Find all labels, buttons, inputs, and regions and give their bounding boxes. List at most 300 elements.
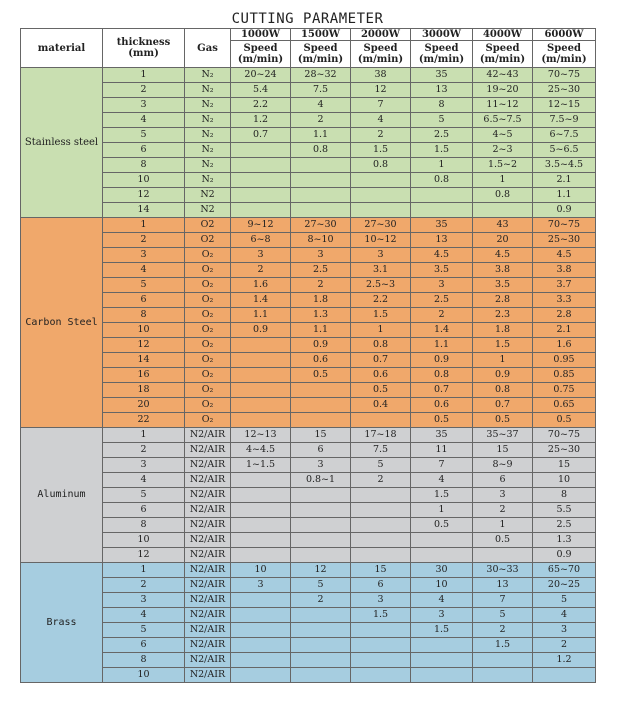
speed-cell: 1 [473, 173, 533, 188]
table-row [21, 68, 596, 83]
table-row [21, 548, 596, 563]
speed-cell [411, 533, 473, 548]
speed-cell: 0.9 [411, 353, 473, 368]
thickness-cell: 10 [103, 173, 185, 188]
speed-cell [231, 353, 291, 368]
speed-cell [291, 203, 351, 218]
thickness-cell: 1 [103, 563, 185, 578]
table-row [21, 503, 596, 518]
thickness-cell: 8 [103, 158, 185, 173]
header-gas: Gas [185, 29, 231, 68]
thickness-cell: 1 [103, 218, 185, 233]
speed-cell: 8 [533, 488, 596, 503]
table-row [21, 458, 596, 473]
thickness-cell: 6 [103, 638, 185, 653]
header-speed: Speed (m/min) [533, 41, 596, 68]
speed-cell [231, 548, 291, 563]
speed-cell: 0.8 [351, 158, 411, 173]
speed-cell [351, 668, 411, 683]
speed-cell: 7 [351, 98, 411, 113]
header-power-4000w: 4000W [473, 29, 533, 41]
speed-cell: 0.8 [291, 143, 351, 158]
gas-cell: O₂ [185, 293, 231, 308]
table-row [21, 668, 596, 683]
thickness-cell: 14 [103, 353, 185, 368]
speed-cell: 0.9 [533, 203, 596, 218]
speed-cell: 0.6 [411, 398, 473, 413]
speed-cell: 0.5 [351, 383, 411, 398]
table-row [21, 263, 596, 278]
thickness-cell: 16 [103, 368, 185, 383]
speed-cell: 1 [473, 353, 533, 368]
speed-cell: 0.7 [411, 383, 473, 398]
speed-cell [231, 173, 291, 188]
speed-cell [351, 203, 411, 218]
speed-cell: 4 [411, 593, 473, 608]
speed-cell [291, 623, 351, 638]
header-speed: Speed (m/min) [411, 41, 473, 68]
table-header [21, 29, 596, 68]
speed-cell: 1.2 [231, 113, 291, 128]
speed-cell: 1.5~2 [473, 158, 533, 173]
speed-cell: 2 [473, 623, 533, 638]
table-row [21, 473, 596, 488]
speed-cell: 3 [533, 623, 596, 638]
speed-cell: 20 [473, 233, 533, 248]
speed-cell [351, 518, 411, 533]
speed-cell: 5.4 [231, 83, 291, 98]
gas-cell: N2/AIR [185, 443, 231, 458]
speed-cell: 8 [411, 98, 473, 113]
gas-cell: N₂ [185, 83, 231, 98]
gas-cell: N2/AIR [185, 428, 231, 443]
thickness-cell: 10 [103, 533, 185, 548]
speed-cell: 25~30 [533, 233, 596, 248]
thickness-cell: 10 [103, 668, 185, 683]
table-row [21, 128, 596, 143]
speed-cell [231, 623, 291, 638]
speed-cell: 4 [291, 98, 351, 113]
speed-cell: 0.8 [473, 383, 533, 398]
speed-cell: 0.5 [533, 413, 596, 428]
thickness-cell: 1 [103, 428, 185, 443]
thickness-cell: 2 [103, 83, 185, 98]
table-row [21, 638, 596, 653]
table-row [21, 608, 596, 623]
speed-cell [411, 653, 473, 668]
gas-cell: N2/AIR [185, 668, 231, 683]
table-row [21, 248, 596, 263]
speed-cell: 0.7 [473, 398, 533, 413]
speed-cell: 15 [291, 428, 351, 443]
speed-cell: 8~10 [291, 233, 351, 248]
gas-cell: N2/AIR [185, 578, 231, 593]
speed-cell: 6~8 [231, 233, 291, 248]
thickness-cell: 8 [103, 518, 185, 533]
gas-cell: N₂ [185, 113, 231, 128]
thickness-cell: 5 [103, 278, 185, 293]
speed-cell: 2 [291, 593, 351, 608]
speed-cell: 1.5 [351, 608, 411, 623]
speed-cell [231, 473, 291, 488]
table-row [21, 518, 596, 533]
speed-cell: 2.3 [473, 308, 533, 323]
speed-cell [291, 173, 351, 188]
speed-cell: 42~43 [473, 68, 533, 83]
speed-cell: 1.5 [473, 338, 533, 353]
thickness-cell: 4 [103, 608, 185, 623]
speed-cell: 4 [533, 608, 596, 623]
gas-cell: N2/AIR [185, 533, 231, 548]
speed-cell [351, 503, 411, 518]
speed-cell [231, 158, 291, 173]
speed-cell: 10 [231, 563, 291, 578]
gas-cell: O₂ [185, 323, 231, 338]
speed-cell: 12 [351, 83, 411, 98]
gas-cell: N₂ [185, 143, 231, 158]
thickness-cell: 2 [103, 578, 185, 593]
speed-cell: 2.5 [411, 293, 473, 308]
speed-cell: 10 [533, 473, 596, 488]
thickness-cell: 3 [103, 458, 185, 473]
speed-cell: 3.5~4.5 [533, 158, 596, 173]
speed-cell: 1.5 [351, 143, 411, 158]
speed-cell: 6 [291, 443, 351, 458]
speed-cell [231, 653, 291, 668]
speed-cell [231, 503, 291, 518]
speed-cell: 0.5 [411, 413, 473, 428]
speed-cell: 0.4 [351, 398, 411, 413]
table-row [21, 98, 596, 113]
speed-cell [231, 413, 291, 428]
speed-cell: 0.85 [533, 368, 596, 383]
speed-cell: 19~20 [473, 83, 533, 98]
speed-cell: 1 [351, 323, 411, 338]
speed-cell [291, 608, 351, 623]
speed-cell: 2.8 [533, 308, 596, 323]
speed-cell [291, 488, 351, 503]
speed-cell: 0.6 [351, 368, 411, 383]
speed-cell [291, 413, 351, 428]
table-row [21, 113, 596, 128]
speed-cell: 30 [411, 563, 473, 578]
gas-cell: O2 [185, 218, 231, 233]
speed-cell: 2.5 [411, 128, 473, 143]
speed-cell: 2 [231, 263, 291, 278]
speed-cell: 10~12 [351, 233, 411, 248]
speed-cell: 12~13 [231, 428, 291, 443]
speed-cell: 38 [351, 68, 411, 83]
speed-cell [533, 668, 596, 683]
table-row [21, 563, 596, 578]
speed-cell: 20~24 [231, 68, 291, 83]
speed-cell: 3 [291, 248, 351, 263]
speed-cell: 2.8 [473, 293, 533, 308]
table-row [21, 623, 596, 638]
thickness-cell: 4 [103, 263, 185, 278]
speed-cell: 3 [411, 278, 473, 293]
speed-cell: 2 [351, 473, 411, 488]
material-cell: Carbon Steel [21, 218, 103, 428]
gas-cell: N₂ [185, 158, 231, 173]
speed-cell: 7 [473, 593, 533, 608]
gas-cell: N2/AIR [185, 563, 231, 578]
speed-cell: 0.8 [411, 368, 473, 383]
speed-cell: 28~32 [291, 68, 351, 83]
speed-cell: 17~18 [351, 428, 411, 443]
header-power-1500w: 1500W [291, 29, 351, 41]
speed-cell: 0.6 [291, 353, 351, 368]
speed-cell: 0.8 [351, 338, 411, 353]
speed-cell [291, 188, 351, 203]
table-row [21, 383, 596, 398]
speed-cell: 3 [231, 578, 291, 593]
speed-cell: 1.5 [411, 143, 473, 158]
speed-cell [291, 503, 351, 518]
speed-cell [351, 623, 411, 638]
gas-cell: N₂ [185, 173, 231, 188]
table-row [21, 368, 596, 383]
header-power-3000w: 3000W [411, 29, 473, 41]
speed-cell [411, 668, 473, 683]
speed-cell: 12~15 [533, 98, 596, 113]
speed-cell: 1.6 [231, 278, 291, 293]
speed-cell [291, 158, 351, 173]
gas-cell: O₂ [185, 263, 231, 278]
speed-cell: 13 [473, 578, 533, 593]
speed-cell: 0.9 [473, 368, 533, 383]
speed-cell: 35 [411, 218, 473, 233]
speed-cell: 15 [473, 443, 533, 458]
speed-cell: 35 [411, 428, 473, 443]
speed-cell: 15 [351, 563, 411, 578]
speed-cell: 0.8~1 [291, 473, 351, 488]
speed-cell [351, 413, 411, 428]
thickness-cell: 12 [103, 338, 185, 353]
speed-cell: 13 [411, 233, 473, 248]
speed-cell [231, 593, 291, 608]
speed-cell: 1.1 [231, 308, 291, 323]
speed-cell: 3.5 [473, 278, 533, 293]
speed-cell: 1.8 [473, 323, 533, 338]
speed-cell: 70~75 [533, 428, 596, 443]
speed-cell: 3 [411, 608, 473, 623]
speed-cell [231, 368, 291, 383]
speed-cell [351, 533, 411, 548]
speed-cell: 3.5 [411, 263, 473, 278]
material-cell: Aluminum [21, 428, 103, 563]
speed-cell [231, 518, 291, 533]
speed-cell: 35~37 [473, 428, 533, 443]
table-row [21, 188, 596, 203]
speed-cell [473, 668, 533, 683]
speed-cell: 2 [411, 308, 473, 323]
speed-cell: 35 [411, 68, 473, 83]
speed-cell [231, 533, 291, 548]
thickness-cell: 4 [103, 473, 185, 488]
header-thickness: thickness (mm) [103, 29, 185, 68]
gas-cell: O₂ [185, 278, 231, 293]
speed-cell: 1.1 [411, 338, 473, 353]
speed-cell: 2.5 [533, 518, 596, 533]
table-row [21, 533, 596, 548]
gas-cell: N₂ [185, 128, 231, 143]
speed-cell: 10 [411, 578, 473, 593]
speed-cell [231, 398, 291, 413]
cutting-parameter-table [20, 28, 596, 683]
gas-cell: O₂ [185, 383, 231, 398]
gas-cell: N2/AIR [185, 638, 231, 653]
speed-cell: 5.5 [533, 503, 596, 518]
speed-cell [411, 203, 473, 218]
table-row [21, 233, 596, 248]
speed-cell [231, 188, 291, 203]
speed-cell [291, 383, 351, 398]
speed-cell: 5 [291, 578, 351, 593]
header-material: material [21, 29, 103, 68]
gas-cell: N2/AIR [185, 488, 231, 503]
thickness-cell: 12 [103, 188, 185, 203]
gas-cell: N₂ [185, 98, 231, 113]
speed-cell: 1.1 [533, 188, 596, 203]
table-row [21, 203, 596, 218]
speed-cell: 2 [533, 638, 596, 653]
material-cell: Brass [21, 563, 103, 683]
speed-cell: 3 [351, 593, 411, 608]
speed-cell: 65~70 [533, 563, 596, 578]
table-row [21, 488, 596, 503]
thickness-cell: 20 [103, 398, 185, 413]
speed-cell: 1.5 [411, 488, 473, 503]
speed-cell [231, 608, 291, 623]
speed-cell: 27~30 [291, 218, 351, 233]
speed-cell: 1.1 [291, 128, 351, 143]
speed-cell [231, 668, 291, 683]
speed-cell: 1.5 [411, 623, 473, 638]
speed-cell: 4~5 [473, 128, 533, 143]
gas-cell: N2/AIR [185, 548, 231, 563]
header-power-1000w: 1000W [231, 29, 291, 41]
speed-cell [231, 203, 291, 218]
gas-cell: O₂ [185, 338, 231, 353]
speed-cell [351, 488, 411, 503]
speed-cell: 0.65 [533, 398, 596, 413]
speed-cell: 0.5 [473, 413, 533, 428]
speed-cell: 70~75 [533, 218, 596, 233]
thickness-cell: 8 [103, 653, 185, 668]
speed-cell: 25~30 [533, 83, 596, 98]
thickness-cell: 4 [103, 113, 185, 128]
table-row [21, 308, 596, 323]
gas-cell: O₂ [185, 368, 231, 383]
speed-cell: 2.5~3 [351, 278, 411, 293]
speed-cell [351, 548, 411, 563]
speed-cell: 7 [411, 458, 473, 473]
thickness-cell: 14 [103, 203, 185, 218]
table-row [21, 353, 596, 368]
speed-cell: 25~30 [533, 443, 596, 458]
table-row [21, 278, 596, 293]
gas-cell: N2/AIR [185, 593, 231, 608]
speed-cell: 1.5 [351, 308, 411, 323]
table-row [21, 653, 596, 668]
speed-cell [291, 548, 351, 563]
speed-cell [473, 203, 533, 218]
speed-cell: 2.5 [291, 263, 351, 278]
thickness-cell: 8 [103, 308, 185, 323]
table-row [21, 173, 596, 188]
speed-cell: 6 [473, 473, 533, 488]
speed-cell: 1.1 [291, 323, 351, 338]
speed-cell: 0.75 [533, 383, 596, 398]
speed-cell: 7.5 [291, 83, 351, 98]
speed-cell: 0.95 [533, 353, 596, 368]
speed-cell: 1.8 [291, 293, 351, 308]
speed-cell: 2.1 [533, 173, 596, 188]
speed-cell: 3.7 [533, 278, 596, 293]
speed-cell [231, 488, 291, 503]
thickness-cell: 6 [103, 143, 185, 158]
speed-cell: 7.5 [351, 443, 411, 458]
material-cell: Stainless steel [21, 68, 103, 218]
speed-cell: 1.6 [533, 338, 596, 353]
speed-cell [291, 638, 351, 653]
speed-cell: 1.4 [411, 323, 473, 338]
speed-cell: 4.5 [411, 248, 473, 263]
gas-cell: N2/AIR [185, 623, 231, 638]
speed-cell: 1 [411, 158, 473, 173]
speed-cell: 3 [473, 488, 533, 503]
speed-cell: 3 [291, 458, 351, 473]
speed-cell: 6~7.5 [533, 128, 596, 143]
speed-cell: 1~1.5 [231, 458, 291, 473]
speed-cell: 0.7 [231, 128, 291, 143]
gas-cell: O₂ [185, 413, 231, 428]
speed-cell: 5 [411, 113, 473, 128]
header-power-2000w: 2000W [351, 29, 411, 41]
speed-cell: 3 [231, 248, 291, 263]
table-title: CUTTING PARAMETER [231, 11, 384, 27]
speed-cell: 27~30 [351, 218, 411, 233]
speed-cell: 15 [533, 458, 596, 473]
speed-cell: 2.2 [351, 293, 411, 308]
table-row [21, 593, 596, 608]
speed-cell: 20~25 [533, 578, 596, 593]
speed-cell: 9~12 [231, 218, 291, 233]
thickness-cell: 5 [103, 488, 185, 503]
gas-cell: N2/AIR [185, 458, 231, 473]
gas-cell: N2 [185, 188, 231, 203]
table-row [21, 398, 596, 413]
speed-cell [351, 188, 411, 203]
gas-cell: O₂ [185, 398, 231, 413]
speed-cell: 5 [533, 593, 596, 608]
speed-cell: 4~4.5 [231, 443, 291, 458]
table-row [21, 83, 596, 98]
speed-cell [411, 638, 473, 653]
speed-cell: 3.1 [351, 263, 411, 278]
speed-cell [231, 143, 291, 158]
speed-cell: 4.5 [473, 248, 533, 263]
thickness-cell: 18 [103, 383, 185, 398]
thickness-cell: 3 [103, 248, 185, 263]
speed-cell: 3.8 [473, 263, 533, 278]
thickness-cell: 3 [103, 593, 185, 608]
table-row [21, 443, 596, 458]
gas-cell: O2 [185, 233, 231, 248]
table-row [21, 413, 596, 428]
speed-cell: 1.2 [533, 653, 596, 668]
